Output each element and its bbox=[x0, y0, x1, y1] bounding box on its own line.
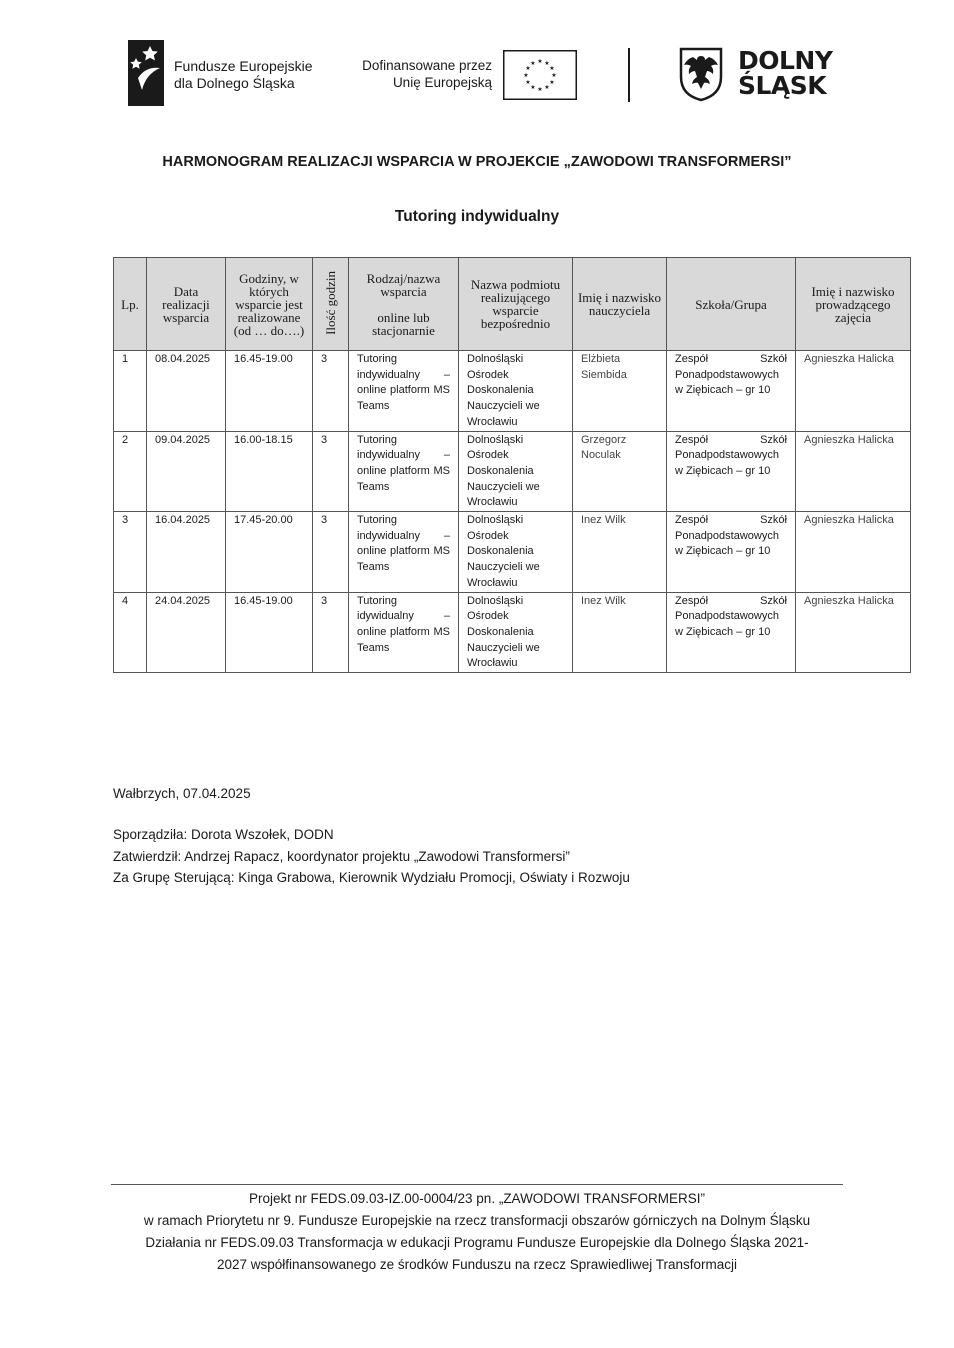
steering-group: Za Grupę Sterującą: Kinga Grabowa, Kierownik Wydziału Promocji, Oświaty i Rozwoju bbox=[113, 870, 630, 885]
prepared-by: Sporządziła: Dorota Wszołek, DODN bbox=[113, 827, 334, 842]
svg-text:★: ★ bbox=[530, 60, 536, 67]
cell-lp: 2 bbox=[114, 431, 147, 512]
cell-hours: 16.00-18.15 bbox=[226, 431, 313, 512]
schedule-table bbox=[113, 257, 911, 673]
svg-text:★: ★ bbox=[530, 84, 536, 91]
svg-text:★: ★ bbox=[549, 79, 555, 86]
table-row bbox=[114, 592, 911, 673]
header-hours: Godziny, w których wsparcie jest realizowane (od … do….) bbox=[226, 258, 313, 351]
cell-type: Tutoring indywidualny – online platform MS Teams bbox=[349, 351, 459, 432]
table-row bbox=[114, 351, 911, 432]
cell-hours: 16.45-19.00 bbox=[226, 351, 313, 432]
svg-text:★: ★ bbox=[537, 58, 543, 65]
ds-logo-line2: ŚLĄSK bbox=[738, 71, 827, 100]
eu-logo-text bbox=[350, 57, 492, 91]
cell-type: Tutoring indywidualny – online platform MS Teams bbox=[349, 431, 459, 512]
cell-type: Tutoring indywidualny – online platform MS Teams bbox=[349, 512, 459, 593]
footer-line2: w ramach Priorytetu nr 9. Fundusze Europejskie na rzecz transformacji obszarów górniczych na Dolnym Śląsku bbox=[143, 1213, 811, 1228]
cell-type: Tutoring idywidualny – online platform MS Teams bbox=[349, 592, 459, 673]
cell-count: 3 bbox=[313, 592, 349, 673]
school-line1 bbox=[675, 352, 787, 368]
eu-flag-icon bbox=[503, 50, 577, 100]
cell-school bbox=[667, 592, 796, 673]
cell-date: 16.04.2025 bbox=[147, 512, 226, 593]
cell-entity: Dolnośląski Ośrodek Doskonalenia Nauczycieli we Wrocławiu bbox=[459, 351, 573, 432]
feds-logo-line1: Fundusze Europejskie bbox=[174, 58, 313, 74]
cell-school bbox=[667, 512, 796, 593]
svg-text:★: ★ bbox=[537, 86, 543, 93]
svg-text:★: ★ bbox=[544, 84, 550, 91]
footer-divider bbox=[111, 1184, 843, 1185]
school-line1 bbox=[675, 594, 787, 610]
school-rest: Ponadpodstawowych w Ziębicach – gr 10 bbox=[675, 610, 779, 638]
header-logos bbox=[0, 40, 954, 110]
header-entity: Nazwa podmiotu realizującego wsparcie bezpośrednio bbox=[459, 258, 573, 351]
feds-logo-line2: dla Dolnego Śląska bbox=[174, 75, 295, 91]
cell-lp: 1 bbox=[114, 351, 147, 432]
header-date: Data realizacji wsparcia bbox=[147, 258, 226, 351]
footer-line3: Działania nr FEDS.09.03 Transformacja w edukacji Programu Fundusze Europejskie dla Dolnego Śląska 2021- bbox=[145, 1235, 809, 1250]
table-row bbox=[114, 512, 911, 593]
cell-leader: Agnieszka Halicka bbox=[796, 351, 911, 432]
school-line1 bbox=[675, 433, 787, 449]
school-rest: Ponadpodstawowych w Ziębicach – gr 10 bbox=[675, 529, 779, 558]
school-word-b: Szkół bbox=[760, 514, 787, 527]
svg-text:★: ★ bbox=[549, 65, 555, 72]
school-word-b: Szkół bbox=[760, 353, 787, 365]
school-word-a: Zespół bbox=[675, 594, 709, 607]
svg-text:★: ★ bbox=[525, 79, 531, 86]
svg-text:★: ★ bbox=[544, 60, 550, 67]
cell-entity: Dolnośląski Ośrodek Doskonalenia Nauczycieli we Wrocławiu bbox=[459, 592, 573, 673]
cell-school bbox=[667, 431, 796, 512]
header-lp: Lp. bbox=[114, 258, 147, 351]
cell-entity: Dolnośląski Ośrodek Doskonalenia Nauczycieli we Wrocławiu bbox=[459, 431, 573, 512]
svg-text:★: ★ bbox=[523, 72, 529, 79]
document-title: HARMONOGRAM REALIZACJI WSPARCIA W PROJEKCIE „ZAWODOWI TRANSFORMERSI” bbox=[162, 154, 792, 170]
signatures bbox=[113, 824, 630, 889]
header-type-line2: online lub stacjonarnie bbox=[372, 309, 435, 338]
cell-entity: Dolnośląski Ośrodek Doskonalenia Nauczycieli we Wrocławiu bbox=[459, 512, 573, 593]
school-word-a: Zespół bbox=[675, 514, 709, 527]
dolny-slask-logo-text bbox=[738, 48, 832, 98]
place-date: Wałbrzych, 07.04.2025 bbox=[113, 786, 251, 801]
table-row bbox=[114, 431, 911, 512]
cell-hours: 16.45-19.00 bbox=[226, 592, 313, 673]
feds-star-logo-icon bbox=[128, 40, 164, 106]
logo-divider bbox=[628, 48, 630, 102]
dolny-slask-logo bbox=[678, 46, 848, 106]
cell-teacher: Inez Wilk bbox=[573, 512, 667, 593]
header-teacher: Imię i nazwisko nauczyciela bbox=[573, 258, 667, 351]
cell-date: 08.04.2025 bbox=[147, 351, 226, 432]
school-word-b: Szkół bbox=[760, 594, 787, 607]
cell-count: 3 bbox=[313, 351, 349, 432]
footer-line4: 2027 współfinansowanego ze środków Funduszu na rzecz Sprawiedliwej Transformacji bbox=[216, 1257, 737, 1272]
cell-date: 09.04.2025 bbox=[147, 431, 226, 512]
school-word-a: Zespół bbox=[675, 433, 709, 446]
footer bbox=[100, 1188, 854, 1276]
approved-by: Zatwierdził: Andrzej Rapacz, koordynator projektu „Zawodowi Transformersi” bbox=[113, 848, 570, 864]
header-hour-count bbox=[313, 258, 349, 351]
cell-school bbox=[667, 351, 796, 432]
cell-count: 3 bbox=[313, 431, 349, 512]
school-word-b: Szkół bbox=[760, 433, 787, 446]
header-type bbox=[349, 258, 459, 351]
school-word-a: Zespół bbox=[675, 353, 709, 365]
svg-text:★: ★ bbox=[551, 72, 557, 79]
table-header-row bbox=[114, 258, 911, 351]
eu-logo bbox=[350, 50, 580, 102]
svg-text:★: ★ bbox=[525, 65, 531, 72]
cell-leader: Agnieszka Halicka bbox=[796, 512, 911, 593]
header-type-line1: Rodzaj/nazwa wsparcia bbox=[366, 270, 441, 299]
cell-hours: 17.45-20.00 bbox=[226, 512, 313, 593]
cell-lp: 4 bbox=[114, 592, 147, 673]
eu-logo-line2: Unię Europejską bbox=[392, 75, 492, 90]
eu-logo-line1: Dofinansowane przez bbox=[362, 58, 492, 73]
document-subtitle: Tutoring indywidualny bbox=[394, 208, 560, 225]
footer-line1: Projekt nr FEDS.09.03-IZ.00-0004/23 pn. „ZAWODOWI TRANSFORMERSI” bbox=[248, 1191, 706, 1206]
cell-date: 24.04.2025 bbox=[147, 592, 226, 673]
header-school: Szkoła/Grupa bbox=[667, 258, 796, 351]
header-leader: Imię i nazwisko prowadzącego zajęcia bbox=[796, 258, 911, 351]
feds-logo-text bbox=[174, 58, 313, 92]
school-rest: Ponadpodstawowych w Ziębicach – gr 10 bbox=[675, 449, 779, 477]
cell-teacher: Inez Wilk bbox=[573, 592, 667, 673]
cell-teacher: Elżbieta Siembida bbox=[573, 351, 667, 432]
eagle-crest-icon bbox=[678, 46, 724, 102]
cell-lp: 3 bbox=[114, 512, 147, 593]
cell-teacher: Grzegorz Noculak bbox=[573, 431, 667, 512]
cell-count: 3 bbox=[313, 512, 349, 593]
ds-logo-line1: DOLNY bbox=[738, 46, 833, 75]
feds-logo bbox=[128, 40, 328, 106]
header-hour-count-text: Ilość godzin bbox=[323, 271, 338, 335]
cell-leader: Agnieszka Halicka bbox=[796, 592, 911, 673]
school-rest: Ponadpodstawowych w Ziębicach – gr 10 bbox=[675, 368, 779, 397]
school-line1 bbox=[675, 513, 787, 529]
cell-leader: Agnieszka Halicka bbox=[796, 431, 911, 512]
